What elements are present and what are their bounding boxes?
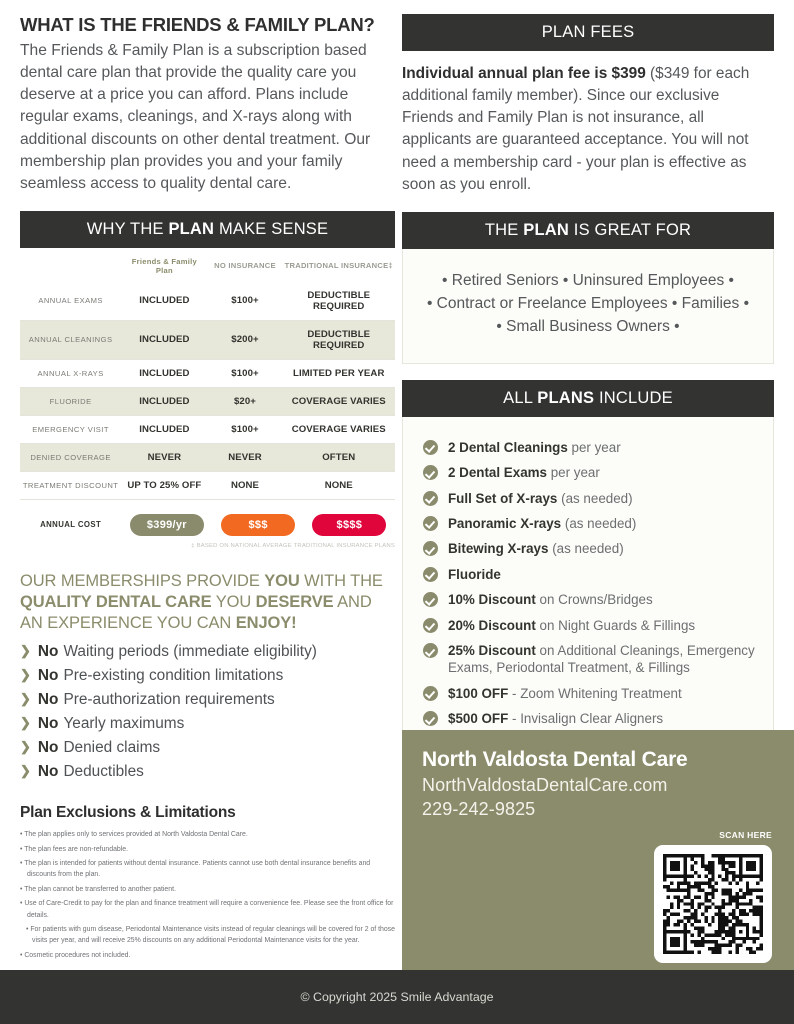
check-circle-icon <box>423 491 438 506</box>
list-item-label <box>448 566 501 583</box>
list-item-emphasis: No <box>37 715 59 733</box>
audience-line: • Small Business Owners • <box>496 318 680 336</box>
table-cell: INCLUDED <box>121 359 207 387</box>
great-for-header-bold: PLAN <box>523 221 569 239</box>
exclusion-item: • Use of Care-Credit to pay for the plan and finance treatment will require a convenience fee. Please see the front office for details. <box>20 900 394 919</box>
table-header-bold: PLAN <box>168 219 215 238</box>
annual-cost-traditional-cell <box>304 514 395 536</box>
exclusion-item: • The plan applies only to services provided at North Valdosta Dental Care. <box>20 831 248 839</box>
list-item-label: 25% Discount on Additional Cleanings, Emergency Exams, Periodontal Treatment, & Fillings <box>448 643 755 676</box>
check-circle-icon <box>423 516 438 531</box>
list-item-label: 20% Discount on Night Guards & Fillings <box>448 617 696 633</box>
table-cell: NEVER <box>121 443 207 471</box>
table-row <box>20 282 395 321</box>
list-item-label: Panoramic X-rays (as needed) <box>448 515 637 531</box>
table-cell: COVERAGE VARIES <box>283 387 396 415</box>
table-cell: INCLUDED <box>121 282 207 321</box>
chevron-right-icon: ❯ <box>20 667 31 683</box>
table-row-label: DENIED COVERAGE <box>20 443 121 471</box>
qr-code-icon[interactable] <box>654 845 772 963</box>
table-header-post: MAKE SENSE <box>214 219 329 238</box>
great-for-header <box>402 212 774 249</box>
plan-fees-highlight: Individual annual plan fee is $399 <box>402 64 646 82</box>
memberships-heading-part: DESERVE <box>255 593 334 612</box>
table-row-label: TREATMENT DISCOUNT <box>20 471 121 499</box>
list-item <box>423 587 757 612</box>
cost-pill-traditional: $$$$ <box>312 514 386 536</box>
list-item-label: $100 OFF - Zoom Whitening Treatment <box>448 685 682 701</box>
list-item-label: 10% Discount on Crowns/Bridges <box>448 592 653 608</box>
cost-pill-friends-family: $399/yr <box>130 514 204 536</box>
list-item-label: Pre-authorization requirements <box>63 691 275 709</box>
table-cell: INCLUDED <box>121 320 207 359</box>
list-item-emphasis: No <box>37 667 59 685</box>
all-plans-include-card <box>402 417 774 751</box>
list-item <box>423 681 757 706</box>
memberships-heading-part: ENJOY! <box>235 614 297 633</box>
memberships-heading-part: OUR MEMBERSHIPS PROVIDE <box>20 571 265 590</box>
all-plans-include-section <box>402 380 774 751</box>
table-cell: OFTEN <box>283 443 396 471</box>
check-circle-icon <box>423 440 438 455</box>
annual-cost-label: ANNUAL COST <box>40 520 102 530</box>
table-row <box>20 387 395 415</box>
memberships-heading-part: WITH THE <box>299 571 383 590</box>
chevron-right-icon: ❯ <box>20 715 31 731</box>
audience-line: • Contract or Freelance Employees • Families • <box>426 295 750 313</box>
list-item-emphasis: 2 Dental Exams <box>448 465 547 481</box>
table-row-label: ANNUAL X-RAYS <box>20 359 121 387</box>
list-item-emphasis: Bitewing X-rays <box>448 541 549 557</box>
practice-name: North Valdosta Dental Care <box>422 748 688 771</box>
memberships-heading <box>20 571 395 634</box>
table-cell: DEDUCTIBLE REQUIRED <box>283 282 396 321</box>
comparison-table-header <box>20 211 395 248</box>
table-cell: INCLUDED <box>121 387 207 415</box>
table-cell: NONE <box>283 471 396 499</box>
table-row <box>20 471 395 499</box>
great-for-header-pre: THE <box>484 221 524 239</box>
table-row <box>20 359 395 387</box>
left-column <box>20 14 395 964</box>
table-row <box>20 415 395 443</box>
check-circle-icon <box>423 643 438 658</box>
col-header-friends-family: Friends & Family Plan <box>121 248 207 282</box>
check-circle-icon <box>423 592 438 607</box>
plan-fees-rest: ($349 for each additional family member). Since our exclusive Friends and Family Plan is not insurance, all applicants are guaranteed acceptance. You will not need a membership card - your plan is effective as soon as you enroll. <box>402 64 750 193</box>
list-item-label: Bitewing X-rays (as needed) <box>448 541 624 557</box>
footer-bar <box>0 970 794 1024</box>
list-item <box>423 486 757 511</box>
table-cell: $100+ <box>208 359 283 387</box>
list-item-label: Deductibles <box>63 763 144 781</box>
list-item-emphasis: $100 OFF <box>448 685 509 701</box>
col-header-no-insurance: NO INSURANCE <box>208 248 283 282</box>
list-item <box>20 736 395 760</box>
list-item-emphasis: No <box>37 763 59 781</box>
table-row-label: FLUORIDE <box>20 387 121 415</box>
list-item-label: Full Set of X-rays (as needed) <box>448 490 633 506</box>
list-item <box>423 613 757 638</box>
check-circle-icon <box>423 567 438 582</box>
list-item-emphasis: 20% Discount <box>448 617 536 633</box>
table-cell: COVERAGE VARIES <box>283 415 396 443</box>
check-circle-icon <box>423 686 438 701</box>
copyright-text: © Copyright 2025 Smile Advantage <box>300 990 494 1004</box>
exclusion-item: • The plan is intended for patients without dental insurance. Patients cannot use both dental insurance benefits and discounts from the plan. <box>20 860 371 879</box>
table-row-label: EMERGENCY VISIT <box>20 415 121 443</box>
list-item-emphasis: 2 Dental Cleanings <box>448 439 568 455</box>
table-cell: INCLUDED <box>121 415 207 443</box>
page-title: WHAT IS THE FRIENDS & FAMILY PLAN? <box>20 14 375 35</box>
exclusions-list <box>20 829 395 961</box>
table-row-label: ANNUAL EXAMS <box>20 282 121 321</box>
exclusion-item: • Cosmetic procedures not included. <box>20 951 131 959</box>
annual-cost-plan-cell <box>121 514 212 536</box>
table-cell: $100+ <box>208 282 283 321</box>
comparison-table-body <box>20 282 395 500</box>
practice-phone[interactable]: 229-242-9825 <box>422 799 536 819</box>
check-circle-icon <box>423 465 438 480</box>
list-item-label: Denied claims <box>63 739 161 757</box>
list-item <box>423 706 757 731</box>
memberships-heading-part: YOU <box>211 593 256 612</box>
table-cell: $20+ <box>208 387 283 415</box>
check-circle-icon <box>423 618 438 633</box>
list-item-label: Pre-existing condition limitations <box>63 667 284 685</box>
table-header-pre: WHY THE <box>86 219 169 238</box>
list-item-emphasis: No <box>37 691 59 709</box>
practice-website[interactable]: NorthValdostaDentalCare.com <box>422 775 668 795</box>
list-item <box>423 460 757 485</box>
list-item-emphasis: $500 OFF <box>448 711 509 727</box>
qr-code-svg <box>663 854 763 954</box>
list-item-emphasis: No <box>37 739 59 757</box>
list-item-emphasis: Fluoride <box>448 566 501 582</box>
col-header-traditional: TRADITIONAL INSURANCE‡ <box>283 248 396 282</box>
list-item <box>20 760 395 784</box>
col-header-blank <box>20 248 121 282</box>
include-header-bold: PLANS <box>537 388 595 407</box>
memberships-heading-part: YOU <box>264 571 300 590</box>
list-item-label: $500 OFF - Invisalign Clear Aligners <box>448 711 664 727</box>
scan-here-label: SCAN HERE <box>719 830 772 840</box>
exclusion-item: • For patients with gum disease, Periodontal Maintenance visits instead of regular cleanings will be covered for 2 of those visits per year, and will receive 25% discounts on any additional Periodontal Maintenance visits for the year. <box>26 926 395 945</box>
table-cell: $200+ <box>208 320 283 359</box>
list-item <box>423 638 757 681</box>
table-cell: $100+ <box>208 415 283 443</box>
plan-fees-body <box>402 63 774 196</box>
list-item-emphasis: 10% Discount <box>448 592 536 608</box>
list-item <box>423 511 757 536</box>
list-item <box>423 562 757 587</box>
list-item-label: 2 Dental Exams per year <box>448 465 600 481</box>
list-item <box>20 712 395 736</box>
table-footnote: ‡ BASED ON NATIONAL AVERAGE TRADITIONAL INSURANCE PLANS <box>191 542 395 549</box>
table-cell: UP TO 25% OFF <box>121 471 207 499</box>
table-cell: LIMITED PER YEAR <box>283 359 396 387</box>
list-item-emphasis: No <box>37 643 59 661</box>
list-item <box>423 536 757 561</box>
comparison-table-head <box>20 248 395 282</box>
table-cell: NONE <box>208 471 283 499</box>
memberships-heading-part: AND AN EXPERIENCE YOU CAN <box>20 593 372 633</box>
great-for-header-post: IS GREAT FOR <box>569 221 692 239</box>
memberships-heading-part: QUALITY DENTAL CARE <box>20 593 212 612</box>
chevron-right-icon: ❯ <box>20 763 31 779</box>
membership-benefits-list <box>20 640 395 784</box>
chevron-right-icon: ❯ <box>20 643 31 659</box>
list-item-emphasis: Full Set of X-rays <box>448 490 558 506</box>
include-header-pre: ALL <box>503 388 538 407</box>
list-item-emphasis: Panoramic X-rays <box>448 515 562 531</box>
great-for-audience-list <box>417 261 759 349</box>
list-item-label: Yearly maximums <box>63 715 185 733</box>
included-benefits-list <box>417 429 759 736</box>
check-circle-icon <box>423 541 438 556</box>
list-item-label: Waiting periods (immediate eligibility) <box>63 643 317 661</box>
comparison-table-section <box>20 211 395 549</box>
cost-pill-no-insurance: $$$ <box>221 514 295 536</box>
intro-paragraph: The Friends & Family Plan is a subscription based dental care plan that provide the quality care you deserve at a price you can afford. Plans include regular exams, cleanings, and X-rays along with additional discounts on other dental treatment. Our membership plan provides you and your family seamless access to quality dental care. <box>20 42 371 192</box>
contact-card <box>402 730 794 970</box>
exclusion-item: • The plan cannot be transferred to another patient. <box>20 885 176 893</box>
table-cell: DEDUCTIBLE REQUIRED <box>283 320 396 359</box>
list-item <box>423 435 757 460</box>
table-header-row <box>20 248 395 282</box>
include-header-post: INCLUDE <box>594 388 673 407</box>
chevron-right-icon: ❯ <box>20 739 31 755</box>
annual-cost-no-insurance-cell <box>213 514 304 536</box>
table-row <box>20 443 395 471</box>
great-for-card <box>402 249 774 364</box>
table-row <box>20 320 395 359</box>
table-row-label: ANNUAL CLEANINGS <box>20 320 121 359</box>
audience-line: • Retired Seniors • Uninsured Employees • <box>442 271 734 289</box>
right-column <box>402 14 774 751</box>
comparison-table <box>20 248 395 500</box>
exclusions-title: Plan Exclusions & Limitations <box>20 804 236 822</box>
chevron-right-icon: ❯ <box>20 691 31 707</box>
check-circle-icon <box>423 711 438 726</box>
plan-fees-section <box>402 14 774 196</box>
plan-fees-header: PLAN FEES <box>402 14 774 51</box>
exclusion-item: • The plan fees are non-refundable. <box>20 845 129 853</box>
great-for-section <box>402 212 774 364</box>
list-item-emphasis: 25% Discount <box>448 643 536 659</box>
list-item <box>20 664 395 688</box>
list-item <box>20 688 395 712</box>
list-item <box>20 640 395 664</box>
table-cell: NEVER <box>208 443 283 471</box>
all-plans-include-header <box>402 380 774 417</box>
annual-cost-row <box>20 514 395 536</box>
list-item-label: 2 Dental Cleanings per year <box>448 439 621 455</box>
